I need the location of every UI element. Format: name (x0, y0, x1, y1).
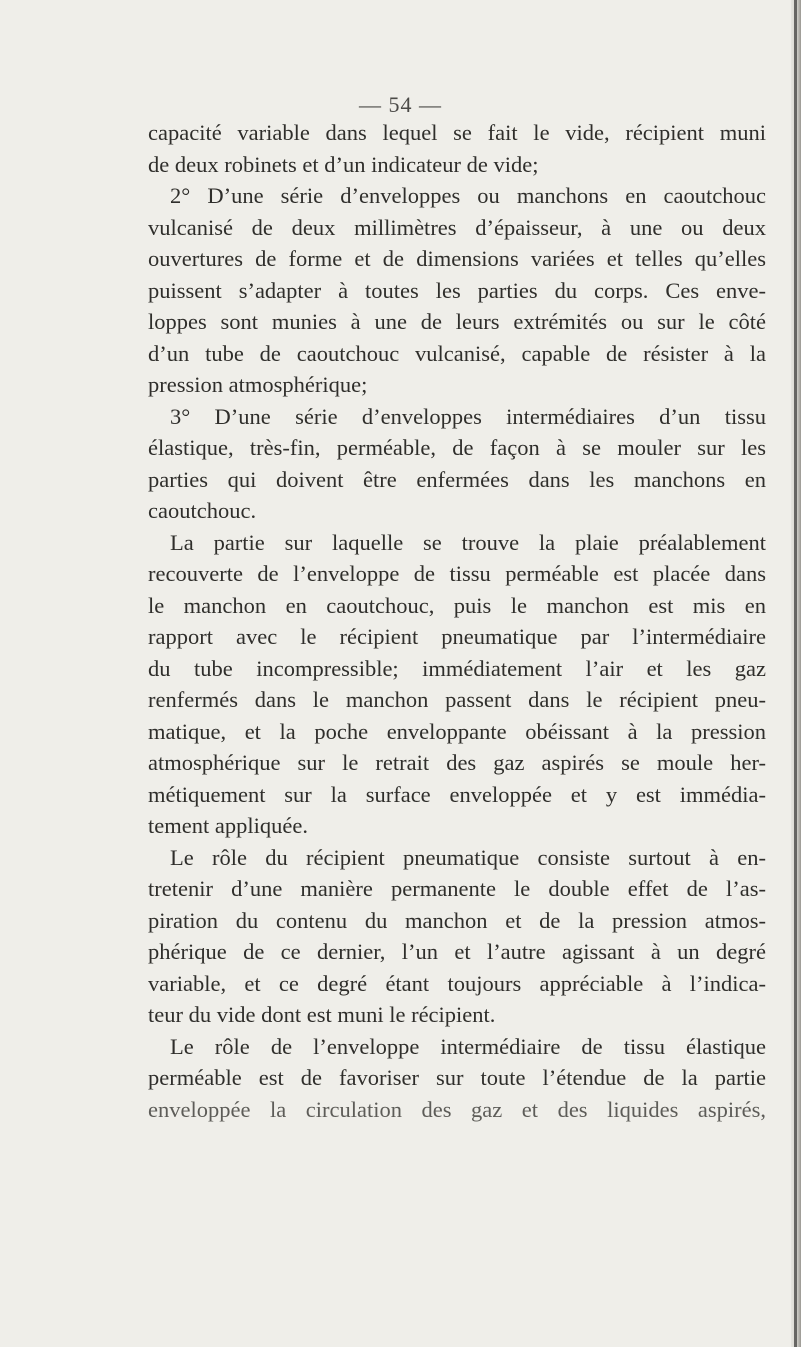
text-line: 3° D’une série d’enveloppes intermédiaires d’un tissu (170, 403, 766, 429)
text-line: d’un tube de caoutchouc vulcanisé, capable de résister à la (148, 340, 766, 366)
text-line: vulcanisé de deux millimètres d’épaisseur, à une ou deux (148, 214, 766, 240)
text-line: pression atmosphérique; (148, 372, 368, 397)
text-line: le manchon en caoutchouc, puis le manchon est mis en (148, 592, 766, 618)
text-line: phérique de ce dernier, l’un et l’autre agissant à un degré (148, 939, 766, 964)
text-line: capacité variable dans lequel se fait le vide, récipient muni (148, 120, 766, 145)
text-line: tretenir d’une manière permanente le double effet de l’as- (148, 876, 766, 901)
text-line: du tube incompressible; immédiatement l’air et les gaz (148, 655, 766, 681)
text-line: 2° D’une série d’enveloppes ou manchons en caoutchouc (170, 183, 766, 208)
text-line: caoutchouc. (148, 498, 257, 523)
text-line: de deux robinets et d’un indicateur de vide; (148, 151, 539, 177)
text-line: métiquement sur la surface enveloppée et y est immédia- (148, 781, 766, 807)
text-line: loppes sont munies à une de leurs extrémités ou sur le côté (148, 309, 766, 334)
text-line: La partie sur laquelle se trouve la plaie préalablement (170, 529, 766, 555)
text-line: variable, et ce degré étant toujours appréciable à l’indica- (148, 970, 766, 996)
text-line: perméable est de favoriser sur toute l’étendue de la partie (148, 1065, 766, 1090)
text-line: atmosphérique sur le retrait des gaz aspirés se moule her- (148, 750, 766, 775)
text-line: piration du contenu du manchon et de la pression atmos- (148, 907, 766, 933)
text-line: rapport avec le récipient pneumatique par l’intermédiaire (148, 624, 766, 649)
text-line: renfermés dans le manchon passent dans le récipient pneu- (148, 687, 766, 712)
text-line: recouverte de l’enveloppe de tissu perméable est placée dans (148, 561, 766, 586)
text-line: teur du vide dont est muni le récipient. (148, 1002, 496, 1027)
text-line: puissent s’adapter à toutes les parties du corps. Ces enve- (148, 277, 766, 303)
text-line: tement appliquée. (148, 813, 308, 838)
text-line: parties qui doivent être enfermées dans les manchons en (148, 466, 766, 492)
text-line: Le rôle du récipient pneumatique consiste surtout à en- (170, 844, 766, 870)
text-line: ouvertures de forme et de dimensions variées et telles qu’elles (148, 246, 766, 271)
body-text (148, 117, 766, 1125)
page-border-line (794, 0, 797, 1347)
page-number: — 54 — (359, 92, 442, 117)
text-line: Le rôle de l’enveloppe intermédiaire de tissu élastique (170, 1033, 766, 1059)
text-line: élastique, très-fin, perméable, de façon à se mouler sur les (148, 435, 766, 460)
text-line: matique, et la poche enveloppante obéissant à la pression (148, 718, 766, 744)
text-line: enveloppée la circulation des gaz et des liquides aspirés, (148, 1096, 766, 1122)
